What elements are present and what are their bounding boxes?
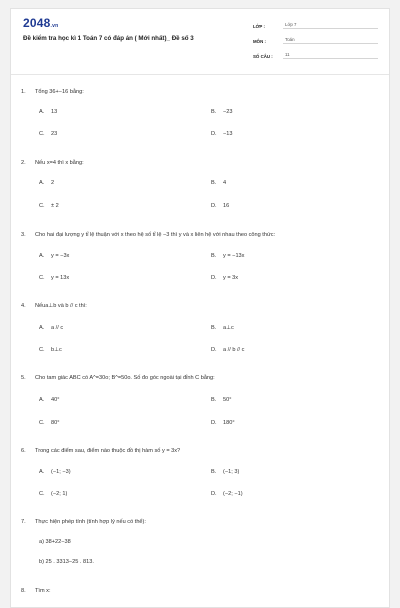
option-letter: B.	[211, 469, 217, 475]
meta-label: MÔN :	[253, 39, 266, 44]
option-letter: A.	[39, 253, 45, 259]
logo-tld: .vn	[50, 23, 59, 29]
option-b[interactable]	[211, 325, 234, 331]
meta-value: Toán	[283, 37, 378, 44]
option-c[interactable]	[39, 275, 69, 281]
option-letter: A.	[39, 469, 45, 475]
option-text: a⊥c	[223, 325, 234, 331]
option-d[interactable]	[211, 275, 238, 281]
option-letter: D.	[211, 131, 217, 137]
question-text: Thực hiện phép tính (tính hợp lý nếu có thể):	[35, 519, 146, 525]
option-text: 23	[51, 131, 58, 137]
question-text: Nếu x=4 thì x bằng:	[35, 160, 84, 166]
question-5	[21, 375, 215, 381]
option-letter: C.	[39, 491, 45, 497]
option-text: −13	[223, 131, 233, 137]
question-number: 7.	[21, 519, 26, 525]
question-number: 1.	[21, 89, 26, 95]
option-text: 40°	[51, 397, 60, 403]
option-text: −23	[223, 109, 233, 115]
option-letter: B.	[211, 109, 217, 115]
question-number: 4.	[21, 303, 26, 309]
option-c[interactable]	[39, 203, 59, 209]
option-d[interactable]	[211, 203, 229, 209]
option-text: y = −3x	[51, 253, 70, 259]
logo-text: 2048	[23, 16, 51, 30]
option-letter: C.	[39, 420, 45, 426]
option-a[interactable]	[39, 325, 63, 331]
option-text: 80°	[51, 420, 60, 426]
question-8	[21, 588, 51, 594]
option-text: ± 2	[51, 203, 59, 209]
exam-meta	[253, 17, 378, 62]
option-d[interactable]	[211, 420, 235, 426]
option-b[interactable]	[211, 109, 233, 115]
question-6	[21, 448, 180, 454]
option-text: 50°	[223, 397, 232, 403]
site-logo[interactable]	[23, 16, 58, 30]
option-text: a // c	[51, 325, 64, 331]
meta-question-count	[253, 47, 378, 59]
question-text: Cho tam giác ABC có A^=30o; B^=50o. Số đo góc ngoài tại đỉnh C bằng:	[35, 375, 215, 381]
option-text: (−2; −1)	[223, 491, 243, 497]
option-d[interactable]	[211, 491, 243, 497]
question-3	[21, 232, 275, 238]
option-letter: C.	[39, 347, 45, 353]
exam-header	[11, 9, 389, 75]
option-letter: B.	[211, 325, 217, 331]
meta-class	[253, 17, 378, 29]
option-letter: C.	[39, 203, 45, 209]
option-text: a // b // c	[223, 347, 245, 353]
option-text: y = 13x	[51, 275, 70, 281]
question-2	[21, 160, 84, 166]
option-text: 2	[51, 180, 55, 186]
option-c[interactable]	[39, 131, 57, 137]
question-text: Tìm x:	[35, 588, 51, 594]
option-a[interactable]	[39, 397, 59, 403]
question-7	[21, 519, 146, 525]
option-text: 13	[51, 109, 58, 115]
option-d[interactable]	[211, 131, 233, 137]
option-a[interactable]	[39, 180, 54, 186]
option-text: 180°	[223, 420, 235, 426]
meta-value: 11	[283, 52, 378, 59]
option-text: (−1; 3)	[223, 469, 240, 475]
option-text: y = 3x	[223, 275, 239, 281]
option-letter: D.	[211, 275, 217, 281]
option-letter: D.	[211, 491, 217, 497]
meta-label: LỚP :	[253, 24, 265, 29]
option-d[interactable]	[211, 347, 244, 353]
question-text: Trong các điểm sau, điểm nào thuộc đồ thị hàm số y = 3x?	[35, 448, 181, 454]
option-letter: C.	[39, 131, 45, 137]
question-number: 5.	[21, 375, 26, 381]
option-b[interactable]	[211, 180, 226, 186]
option-a[interactable]	[39, 109, 57, 115]
option-text: (−1; −3)	[51, 469, 71, 475]
document-title: Đề kiểm tra học kì 1 Toán 7 có đáp án ( Mới nhất)_ Đề số 3	[23, 35, 194, 42]
option-text: (−2; 1)	[51, 491, 68, 497]
option-b[interactable]	[211, 253, 244, 259]
option-letter: A.	[39, 325, 45, 331]
option-letter: B.	[211, 397, 217, 403]
option-letter: B.	[211, 180, 217, 186]
option-b[interactable]	[211, 469, 239, 475]
option-text: 16	[223, 203, 230, 209]
option-letter: D.	[211, 347, 217, 353]
option-letter: C.	[39, 275, 45, 281]
question-text: Nếua⊥b và b // c thì:	[35, 303, 87, 309]
option-a[interactable]	[39, 469, 71, 475]
option-c[interactable]	[39, 420, 59, 426]
option-letter: B.	[211, 253, 217, 259]
option-a[interactable]	[39, 253, 69, 259]
question-4	[21, 303, 87, 309]
exam-sheet	[10, 8, 390, 608]
option-letter: A.	[39, 109, 45, 115]
question-text: Tổng 36+−16 bằng:	[35, 89, 84, 95]
option-text: b⊥c	[51, 347, 62, 353]
question-number: 2.	[21, 160, 26, 166]
sub-question-a: a) 38+22−38	[39, 539, 71, 545]
question-1	[21, 89, 84, 95]
option-c[interactable]	[39, 491, 67, 497]
option-letter: D.	[211, 203, 217, 209]
question-number: 3.	[21, 232, 26, 238]
meta-label: SỐ CÂU :	[253, 54, 273, 59]
option-c[interactable]	[39, 347, 62, 353]
sub-question-b: b) 25 . 3313−25 . 813.	[39, 559, 94, 565]
question-text: Cho hai đại lượng y tỉ lệ thuận với x theo hệ số tỉ lệ −3 thì y và x liên hệ với nhau theo công thức:	[35, 232, 276, 238]
option-letter: D.	[211, 420, 217, 426]
option-b[interactable]	[211, 397, 231, 403]
option-letter: A.	[39, 397, 45, 403]
option-letter: A.	[39, 180, 45, 186]
option-text: 4	[223, 180, 227, 186]
option-text: y = −13x	[223, 253, 245, 259]
question-number: 6.	[21, 448, 26, 454]
meta-value: Lớp 7	[283, 22, 378, 29]
question-number: 8.	[21, 588, 26, 594]
meta-subject	[253, 32, 378, 44]
